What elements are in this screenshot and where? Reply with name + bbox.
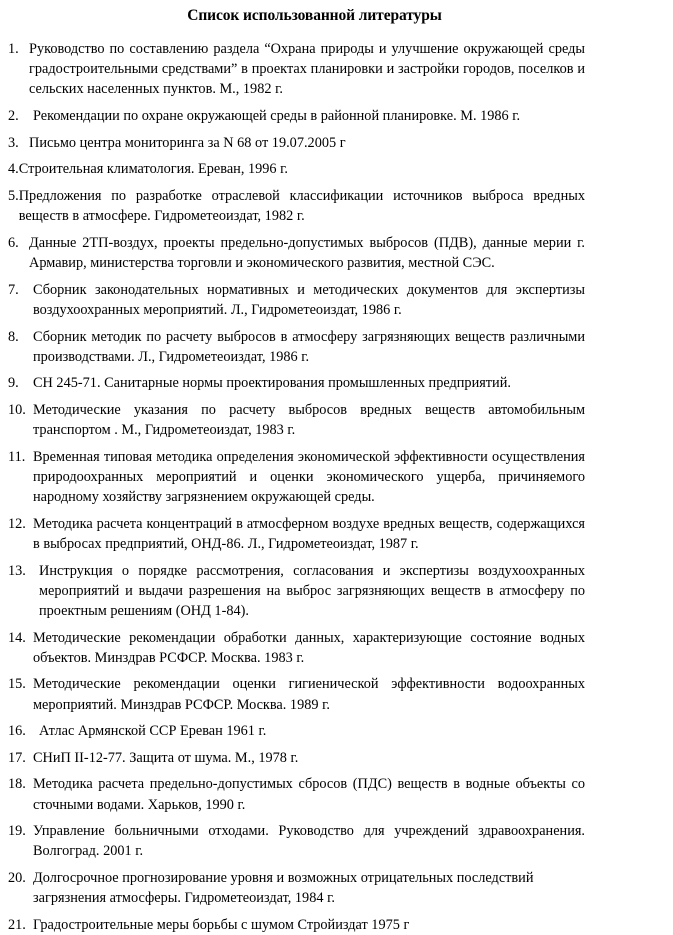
list-item-text: Временная типовая методика определения экономической эффективности осуществления природоохранных мероприятий и оценки экономического ущерба, причиняемого народному хозяйству загрязнением окружающей среды. bbox=[33, 448, 585, 506]
list-item-text: Предложения по разработке отраслевой классификации источников выброса вредных веществ в атмосфере. Гидрометеоиздат, 1982 г. bbox=[18, 188, 585, 225]
list-item-number: 16. bbox=[8, 723, 26, 740]
list-item-text: Методические рекомендации оценки гигиенической эффективности водоохранных мероприятий. Минздрав РСФСР. Москва. 1989 г. bbox=[33, 676, 585, 713]
list-item-text: Управление больничными отходами. Руководство для учреждений здравоохранения. Волгоград. 2001 г. bbox=[33, 823, 585, 860]
list-item-text: Методические рекомендации обработки данных, характеризующие состояние водных объектов. Минздрав РСФСР. Москва. 1983 г. bbox=[33, 629, 585, 666]
list-item-number: 18. bbox=[8, 776, 26, 793]
list-item bbox=[8, 159, 585, 179]
list-item-text: Руководство по составлению раздела “Охрана природы и улучшение окружающей среды градостроительными средствами” в проектах планировки и застройки городов, поселков и сельских населенных пунктов. М., 1982 г. bbox=[29, 41, 585, 98]
list-item-text: Методические указания по расчету выбросов вредных веществ автомобильным транспортом . М., Гидрометеоиздат, 1983 г. bbox=[33, 401, 585, 439]
list-item bbox=[8, 280, 585, 320]
list-item-text: Градостроительные меры борьбы с шумом Стройиздат 1975 г bbox=[33, 916, 410, 933]
list-item bbox=[8, 774, 585, 814]
list-item-number: 13. bbox=[8, 562, 26, 579]
list-item bbox=[8, 915, 585, 935]
list-item-number: 7. bbox=[8, 281, 19, 298]
list-item-number: 3. bbox=[8, 134, 19, 151]
page-title: Список использованной литературы bbox=[187, 7, 442, 24]
list-item bbox=[8, 133, 585, 153]
list-item bbox=[8, 868, 595, 908]
list-item-number: 2. bbox=[8, 108, 19, 125]
list-item-text: СН 245-71. Санитарные нормы проектирования промышленных предприятий. bbox=[33, 375, 511, 392]
list-item bbox=[8, 674, 585, 714]
list-item-text: Методика расчета концентраций в атмосферном воздухе вредных веществ, содержащихся в выбросах предприятий, ОНД-86. Л., Гидрометеоиздат, 1987 г. bbox=[33, 515, 585, 552]
list-item-text: Инструкция о порядке рассмотрения, согласования и экспертизы воздухоохранных мероприятий и выдачи разрешения на выброс загрязняющих веществ в атмосферу по проектным решениям (ОНД 1-84). bbox=[39, 562, 585, 619]
list-item bbox=[8, 186, 585, 226]
list-item bbox=[8, 447, 585, 507]
list-item-number: 21. bbox=[8, 916, 26, 933]
list-item-text: Долгосрочное прогнозирование уровня и возможных отрицательных последствий загрязнения атмосферы. Гидрометеоиздат, 1984 г. bbox=[33, 870, 534, 907]
list-item bbox=[8, 721, 585, 741]
list-item-text: Сборник методик по расчету выбросов в атмосферу загрязняющих веществ различными производствами. Л., Гидрометеоиздат, 1986 г. bbox=[33, 328, 585, 365]
list-item-number: 4. bbox=[8, 161, 19, 178]
list-item bbox=[8, 39, 585, 99]
list-item-text: Методика расчета предельно-допустимых сбросов (ПДС) веществ в водные объекты со сточными водами. Харьков, 1990 г. bbox=[33, 776, 585, 813]
list-item-number: 9. bbox=[8, 375, 19, 392]
list-item bbox=[8, 373, 585, 393]
list-item-number: 11. bbox=[8, 448, 26, 465]
list-item bbox=[8, 327, 585, 367]
list-item bbox=[8, 514, 585, 554]
list-item-text: Атлас Армянской ССР Ереван 1961 г. bbox=[39, 723, 267, 740]
list-item-number: 1. bbox=[8, 41, 19, 58]
list-item-text: СНиП II-12-77. Защита от шума. М., 1978 г. bbox=[33, 749, 299, 766]
list-item-number: 14. bbox=[8, 629, 26, 646]
list-item-number: 20. bbox=[8, 870, 26, 887]
list-item-number: 5. bbox=[8, 188, 19, 205]
list-item bbox=[8, 561, 585, 621]
list-item-number: 19. bbox=[8, 823, 26, 840]
list-item bbox=[8, 106, 585, 126]
list-item-text: Рекомендации по охране окружающей среды в районной планировке. М. 1986 г. bbox=[33, 108, 521, 125]
reference-list bbox=[0, 26, 673, 935]
list-item-text: Сборник законодательных нормативных и методических документов для экспертизы воздухоохранных мероприятий. Л., Гидрометеоиздат, 1986 г. bbox=[33, 281, 585, 318]
list-item bbox=[8, 821, 585, 861]
list-item-number: 6. bbox=[8, 234, 19, 251]
list-item bbox=[8, 400, 585, 440]
list-item-number: 15. bbox=[8, 676, 26, 693]
list-item-number: 8. bbox=[8, 328, 19, 345]
list-item-number: 12. bbox=[8, 515, 26, 532]
list-item bbox=[8, 748, 585, 768]
list-item-text: Данные 2ТП-воздух, проекты предельно-допустимых выбросов (ПДВ), данные мерии г. Армавир, министерства торговли и экономического развития, местной СЭС. bbox=[29, 234, 585, 272]
list-item-number: 10. bbox=[8, 401, 26, 418]
list-item-text: Строительная климатология. Ереван, 1996 г. bbox=[18, 161, 288, 178]
list-item-text: Письмо центра мониторинга за N 68 от 19.07.2005 г bbox=[29, 134, 346, 151]
list-item bbox=[8, 628, 585, 668]
list-item-number: 17. bbox=[8, 749, 26, 766]
list-item bbox=[8, 233, 585, 273]
